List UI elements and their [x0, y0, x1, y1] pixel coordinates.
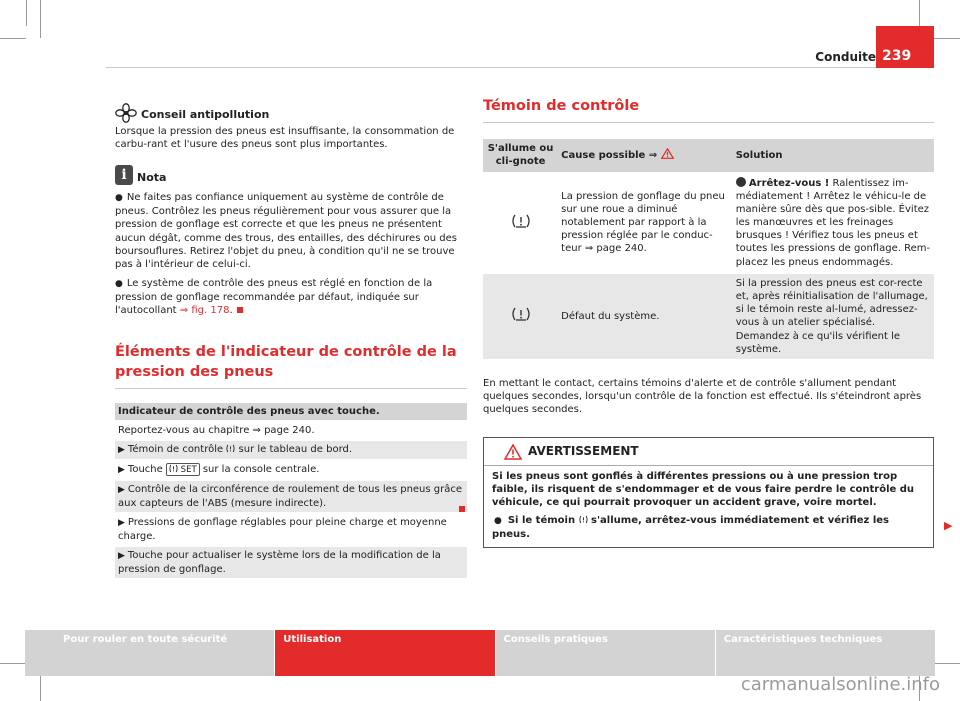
grid-row-text: Contrôle de la circonférence de roulement de tous les pneus grâce aux capteurs de l'ABS (mesure indirecte). — [118, 483, 463, 509]
left-column — [115, 103, 467, 580]
table-cell: Si la pression des pneus est cor-recte et, après réinitialisation de l'allumage, si le témoin reste al-lumé, adressez-vous à un atelier spécialisé. Demandez à ce qu'ils vérifient le système. — [733, 274, 934, 359]
page-ref[interactable]: Reportez-vous au chapitre ⇒ page 240. — [118, 424, 315, 436]
eco-flower-icon — [115, 103, 137, 123]
grid-row-text: sur la console centrale. — [202, 463, 320, 475]
section-title: Témoin de contrôle — [483, 98, 640, 114]
bullet-arrow-icon: ▶ — [118, 550, 125, 561]
eco-title: Conseil antipollution — [141, 108, 270, 122]
grid-row — [115, 514, 467, 545]
tire-pressure-warning-icon — [226, 444, 235, 453]
table-cell — [483, 174, 558, 272]
table-row — [483, 274, 934, 359]
grid-row-text: Touche pour actualiser le système lors de la modification de la pression de gonflage. — [118, 549, 441, 575]
watermark: carmanualsonline.info — [740, 674, 940, 695]
stop-icon — [736, 177, 746, 187]
end-marker — [459, 506, 465, 512]
section-rule — [483, 122, 934, 123]
table-cell-text: Ralentissez im-médiatement ! Arrêtez le véhicu-le de manière sûre dès que pos-sible. Évitez les manœuvres et les freinages brusques ! Vérifiez tous les pneus et toutes les pressions de gonflage. Rem-placez les pneus endommagés. — [735, 177, 931, 268]
warning-light-table — [483, 137, 934, 361]
footer-tab-specs[interactable]: Caractéristiques techniques — [716, 630, 935, 676]
table-header-cell — [558, 139, 733, 171]
crop-mark — [0, 38, 26, 39]
table-row — [483, 174, 934, 272]
warning-text: Si les pneus sont gonflés à différentes pressions ou à une pression trop faible, ils risquent de s'endommager et de vous faire perdre le contrôle du véhicule, ce qui pourrait provoquer un accident grave, voire mortel. — [492, 470, 915, 508]
warning-bullet: ● Si le témoin s'allume, arrêtez-vous immédiatement et vérifiez les pneus. — [492, 515, 890, 540]
grid-row-text: sur le tableau de bord. — [238, 444, 353, 456]
warning-text: s'allume, arrêtez-vous immédiatement et vérifiez les pneus. — [492, 515, 890, 540]
table-cell: Défaut du système. — [558, 274, 733, 359]
right-column — [483, 97, 934, 548]
grid-row — [115, 461, 467, 479]
overview-grid — [115, 403, 467, 578]
note-bullet-text: Le système de contrôle des pneus est réglé en fonction de la pression de gonflage recommandée par défaut, indiquée sur l'autocollant — [115, 278, 433, 317]
running-header: Conduite — [815, 50, 876, 64]
fig-link[interactable]: ⇒ fig. 178 — [179, 305, 230, 317]
section-title: Éléments de l'indicateur de contrôle de la pression des pneus — [115, 344, 457, 380]
grid-row — [115, 547, 467, 578]
note-heading — [115, 165, 467, 185]
body-paragraph: En mettant le contact, certains témoins d'alerte et de contrôle s'allument pendant quelques secondes, lorsqu'un contrôle de la fonction est effectué. Ils s'éteindront après quelques secondes. — [483, 377, 922, 416]
footer-tab-tips[interactable]: Conseils pratiques — [496, 630, 715, 676]
grid-row-text: Témoin de contrôle — [127, 444, 224, 456]
set-button-key — [166, 463, 200, 476]
end-marker — [237, 307, 243, 313]
footer-nav — [25, 630, 935, 676]
tire-pressure-warning-icon — [511, 214, 531, 228]
tire-pressure-warning-icon — [169, 464, 178, 473]
footer-tab-safety[interactable]: Pour rouler en toute sécurité — [25, 630, 274, 676]
warning-header — [484, 438, 933, 466]
crop-mark — [0, 663, 26, 664]
grid-row — [115, 481, 467, 512]
warning-text: Si le témoin — [507, 515, 576, 527]
warning-title: AVERTISSEMENT — [528, 443, 639, 458]
warning-triangle-icon — [661, 148, 674, 159]
note-bullet: ● Ne faites pas confiance uniquement au système de contrôle de pneus. Contrôlez les pneus régulièrement pour vous assurer que la pression de gonflage est correcte et que les pneus ne présentent aucun dégât, comme des trous, des entailles, des déchirures ou des boursouflures. Retirez l'objet du pneu, à condition qu'il ne se trouve pas à l'intérieur de celui-ci. — [115, 192, 457, 270]
grid-row-text: Touche — [127, 463, 163, 475]
table-cell — [733, 174, 934, 272]
eco-text: Lorsque la pression des pneus est insuffisante, la consommation de carbu-rant et l'usure des pneus sont plus importantes. — [115, 126, 455, 151]
table-header-cell: Solution — [733, 139, 934, 171]
table-cell-bold: Arrêtez-vous ! — [748, 177, 830, 189]
grid-row — [115, 441, 467, 459]
crop-mark — [934, 663, 960, 664]
warning-body — [484, 466, 933, 548]
tire-pressure-warning-icon — [579, 515, 588, 524]
table-cell: La pression de gonflage du pneu sur une roue a diminué notablement par rapport à la pression réglée par le conduc-teur ⇒ page 240. — [558, 174, 733, 272]
grid-row — [115, 422, 467, 439]
note-title: Nota — [137, 170, 167, 184]
crop-mark — [40, 0, 41, 38]
grid-header: Indicateur de contrôle des pneus avec touche. — [115, 403, 467, 420]
set-key-label: SET — [180, 464, 197, 475]
table-header-cell: S'allume ou cli-gnote — [483, 139, 558, 171]
footer-tab-usage[interactable]: Utilisation — [275, 630, 494, 676]
bullet-arrow-icon: ▶ — [118, 464, 125, 475]
header-rule — [106, 67, 934, 68]
crop-mark — [26, 0, 27, 26]
note-bullet-text: Ne faites pas confiance uniquement au système de contrôle de pneus. Contrôlez les pneus régulièrement pour vous assurer que la pression de gonflage est correcte et que les pneus ne présentent aucun dégât, comme des trous, des entailles, des déchirures ou des boursouflures. Retirez l'objet du pneu, à condition qu'il ne se trouve pas à l'intérieur de celui-ci. — [115, 192, 457, 270]
note-bullet-end: . — [229, 305, 233, 317]
tire-pressure-warning-icon — [511, 307, 531, 321]
table-cell — [483, 274, 558, 359]
page-number: 239 — [876, 26, 934, 68]
info-icon: i — [115, 165, 133, 185]
bullet-arrow-icon: ▶ — [118, 445, 125, 456]
section-rule — [115, 388, 467, 389]
table-header-text: Cause possible ⇒ — [561, 150, 658, 162]
crop-mark — [40, 676, 41, 701]
grid-row-text: Pressions de gonflage réglables pour pleine charge et moyenne charge. — [118, 516, 447, 542]
continue-arrow-icon: ▶ — [944, 519, 953, 532]
bullet-arrow-icon: ▶ — [118, 517, 125, 528]
warning-box — [483, 437, 934, 549]
crop-mark — [934, 38, 960, 39]
bullet-arrow-icon: ▶ — [118, 484, 125, 495]
note-bullet: ● Le système de contrôle des pneus est réglé en fonction de la pression de gonflage recommandée par défaut, indiquée sur l'autocollant ⇒ fig. 178. — [115, 278, 433, 317]
eco-heading — [115, 103, 467, 123]
warning-triangle-icon — [504, 444, 522, 460]
